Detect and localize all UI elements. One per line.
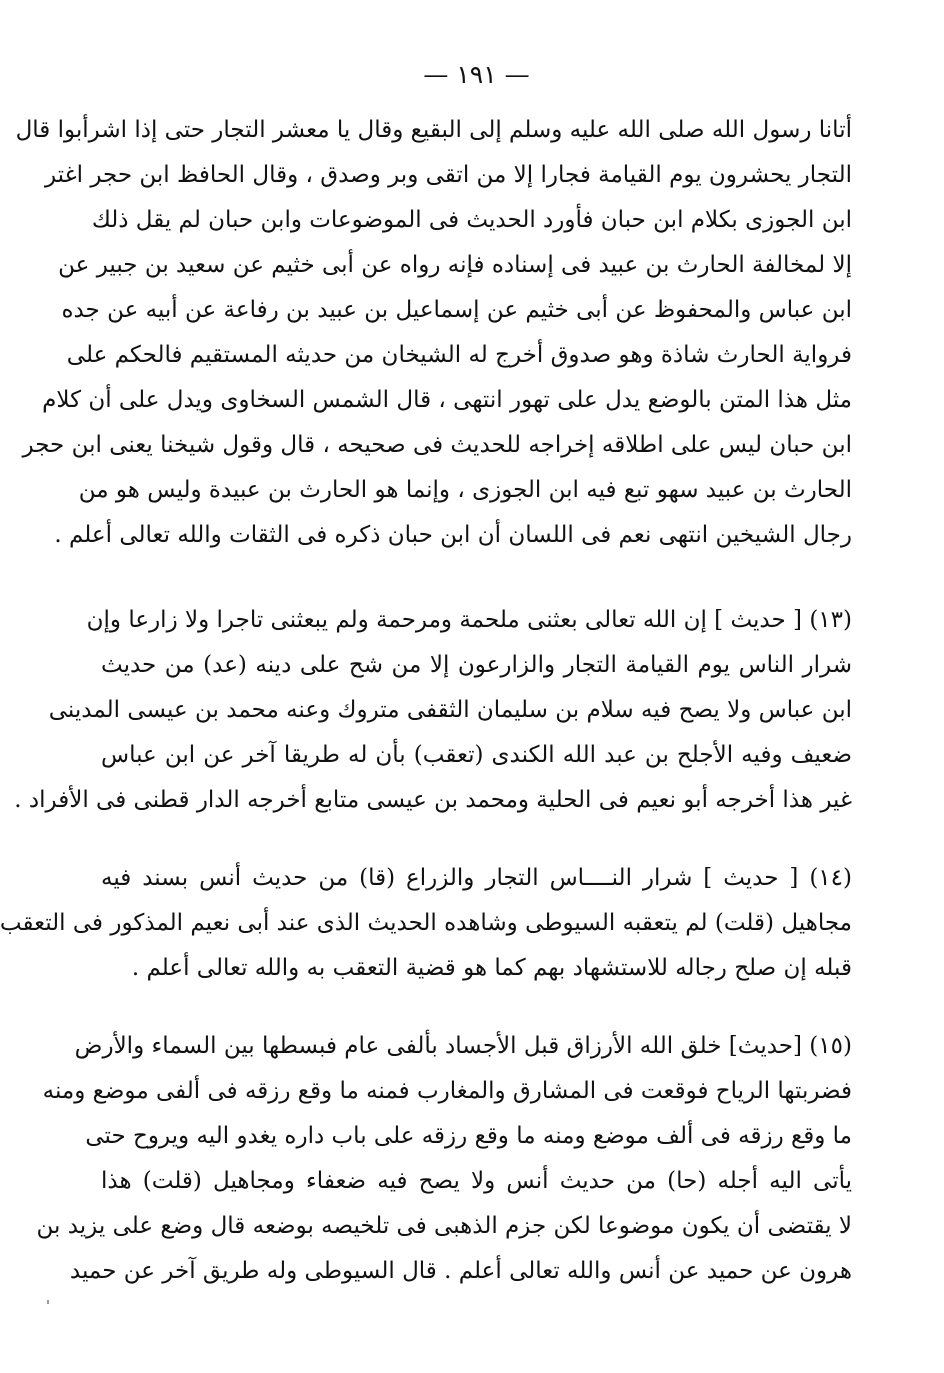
text-line: مثل هذا المتن بالوضع يدل على تهور انتهى ، قال الشمس السخاوى ويدل على أن كلام (42, 387, 852, 413)
text-line: (١٤) [ حديث ] شرار النــــاس التجار والزراع (قا) من حديث أنس بسند فيه (101, 865, 852, 891)
text-line: ابن عباس والمحفوظ عن أبى خثيم عن إسماعيل بن عبيد بن رفاعة عن أبيه عن جده (61, 297, 852, 323)
text-line: شرار الناس يوم القيامة التجار والزارعون إلا من شح على دينه (عد) من حديث (101, 652, 852, 678)
text-line: فضربتها الرياح فوقعت فى المشارق والمغارب فمنه ما وقع رزقه فى ألفى موضع ومنه (42, 1078, 852, 1104)
paragraph-hadith-14 (0, 856, 852, 991)
text-line: ابن الجوزى بكلام ابن حبان فأورد الحديث فى الموضوعات وابن حبان لم يقل ذلك (91, 207, 852, 233)
text-line: ابن حبان ليس على اطلاقه إخراجه للحديث فى صحيحه ، قال وقول شيخنا يعنى ابن حجر (22, 432, 852, 458)
text-line: التجار يحشرون يوم القيامة فجارا إلا من اتقى وبر وصدق ، وقال الحافظ ابن حجر اغتر (44, 162, 852, 188)
text-line: فرواية الحارث شاذة وهو صدوق أخرج له الشيخان من حديثه المستقيم فالحكم على (66, 342, 852, 368)
paragraph-gap (101, 558, 852, 598)
text-line: (١٣) [ حديث ] إن الله تعالى بعثنى ملحمة ومرحمة ولم يبعثنى تاجرا ولا زارعا وإن (86, 607, 852, 633)
text-line: ضعيف وفيه الأجلح بن عبد الله الكندى (تعقب) بأن له طريقا آخر عن ابن عباس (101, 742, 852, 768)
text-line: إلا لمخالفة الحارث بن عبيد فى إسناده فإنه رواه عن أبى خثيم عن سعيد بن جبير عن (58, 252, 852, 278)
text-line: الحارث بن عبيد سهو تبع فيه ابن الجوزى ، وإنما هو الحارث بن عبيدة وليس هو من (78, 477, 852, 503)
text-body (0, 108, 852, 1294)
text-line: لا يقتضى أن يكون موضوعا لكن جزم الذهبى فى تلخيصه بوضعه قال وضع على يزيد بن (36, 1213, 852, 1239)
text-line: هرون عن حميد عن أنس والله تعالى أعلم . قال السيوطى وله طريق آخر عن حميد (69, 1258, 852, 1284)
text-line: ابن عباس ولا يصح فيه سلام بن سليمان الثقفى متروك وعنه محمد بن عيسى المدينى (48, 697, 852, 723)
text-line: يأتى اليه أجله (حا) من حديث أنس ولا يصح فيه ضعفاء ومجاهيل (قلت) هذا (101, 1168, 852, 1194)
text-line: رجال الشيخين انتهى نعم فى اللسان أن ابن حبان ذكره فى الثقات والله تعالى أعلم . (54, 522, 852, 548)
paragraph-hadith-12-commentary (15, 108, 852, 558)
paragraph-hadith-15 (36, 1024, 852, 1294)
page-number: — ١٩١ — (423, 60, 530, 89)
paragraph-gap (101, 823, 852, 856)
text-line: قبله إن صلح رجاله للاستشهاد بهم كما هو قضية التعقب به والله تعالى أعلم . (131, 955, 852, 981)
paragraph-hadith-13 (14, 598, 852, 823)
paragraph-gap (101, 991, 852, 1024)
text-line: أتانا رسول الله صلى الله عليه وسلم إلى البقيع وقال يا معشر التجار حتى إذا اشرأبوا قال (15, 117, 852, 143)
text-line: ما وقع رزقه فى ألف موضع ومنه ما وقع رزقه على باب داره يغدو اليه ويروح حتى (85, 1123, 852, 1149)
scan-mark (47, 1300, 49, 1304)
text-line: مجاهيل (قلت) لم يتعقبه السيوطى وشاهده الحديث الذى عند أبى نعيم المذكور فى التعقب (0, 910, 852, 936)
text-line: (١٥) [حديث] خلق الله الأرزاق قبل الأجساد بألفى عام فبسطها بين السماء والأرض (74, 1033, 852, 1059)
text-line: غير هذا أخرجه أبو نعيم فى الحلية ومحمد بن عيسى متابع أخرجه الدار قطنى فى الأفراد . (14, 787, 852, 813)
